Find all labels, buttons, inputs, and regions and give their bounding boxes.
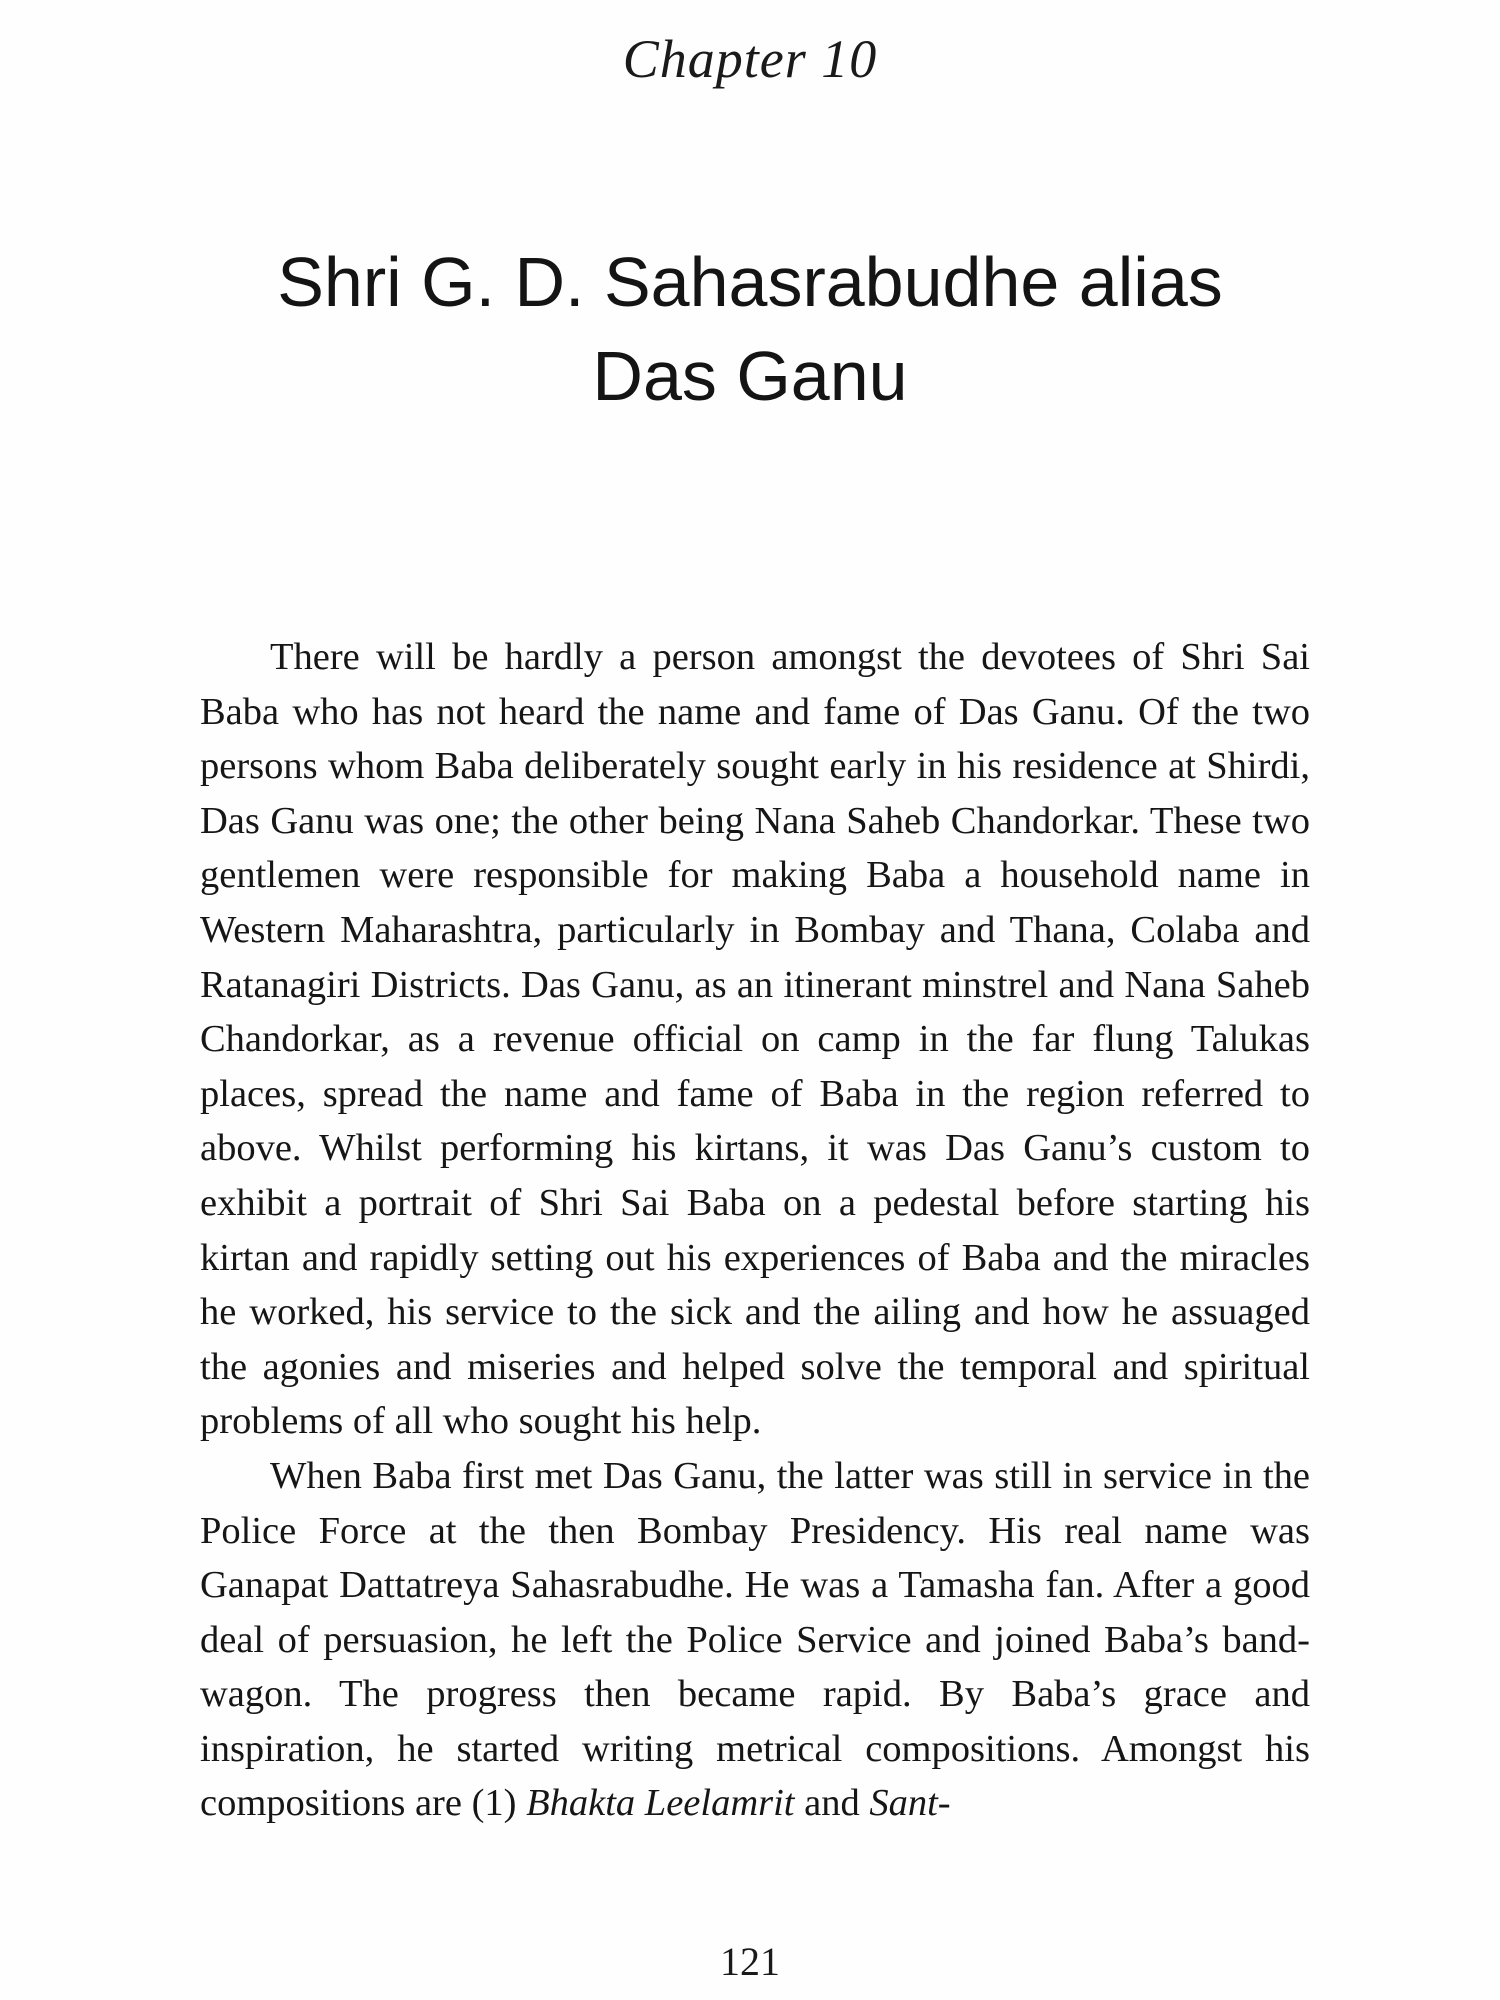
paragraph-1: There will be hardly a person amongst the devotees of Shri Sai Baba who has not heard the name and fame of Das Ganu. Of the two persons whom Baba deliberately sought early in his residence at Shirdi, Das Ganu was one; the other being Nana Saheb Chandorkar. These two gentlemen were responsible for making Baba a household name in Western Maharashtra, particularly in Bombay and Thana, Colaba and Ratanagiri Districts. Das Ganu, as an itinerant minstrel and Nana Saheb Chandorkar, as a revenue official on camp in the far flung Talukas places, spread the name and fame of Baba in the region referred to above. Whilst performing his kirtans, it was Das Ganu’s custom to exhibit a portrait of Shri Sai Baba on a pedestal before starting his kirtan and rapidly setting out his experiences of Baba and the miracles he worked, his service to the sick and the ailing and how he assuaged the agonies and miseries and helped solve the temporal and spiritual problems of all who sought his help.: [200, 636, 1310, 1443]
paragraph-2: [200, 1449, 1310, 1831]
chapter-title-line-2: Das Ganu: [592, 337, 908, 415]
paragraph-2-conjunction: and: [804, 1782, 860, 1825]
book-title-bhakta-leelamrit: Bhakta Leelamrit: [526, 1782, 795, 1825]
body-text: [200, 630, 1310, 1831]
paragraph-2-text: When Baba first met Das Ganu, the latter was still in service in the Police Force at the then Bombay Presidency. His real name was Ganapat Dattatreya Sahasrabudhe. He was a Tamasha fan. After a good deal of persuasion, he left the Police Service and joined Baba’s band-wagon. The progress then became rapid. By Baba’s grace and inspiration, he started writing metrical compositions. Amongst his compositions are (1): [200, 1454, 1310, 1825]
chapter-label: Chapter 10: [622, 29, 878, 89]
book-title-sant: Sant-: [869, 1782, 951, 1825]
chapter-title: [150, 235, 1350, 423]
chapter-title-line-1: Shri G. D. Sahasrabudhe alias: [277, 243, 1223, 321]
page-number: 121: [720, 1939, 780, 1984]
